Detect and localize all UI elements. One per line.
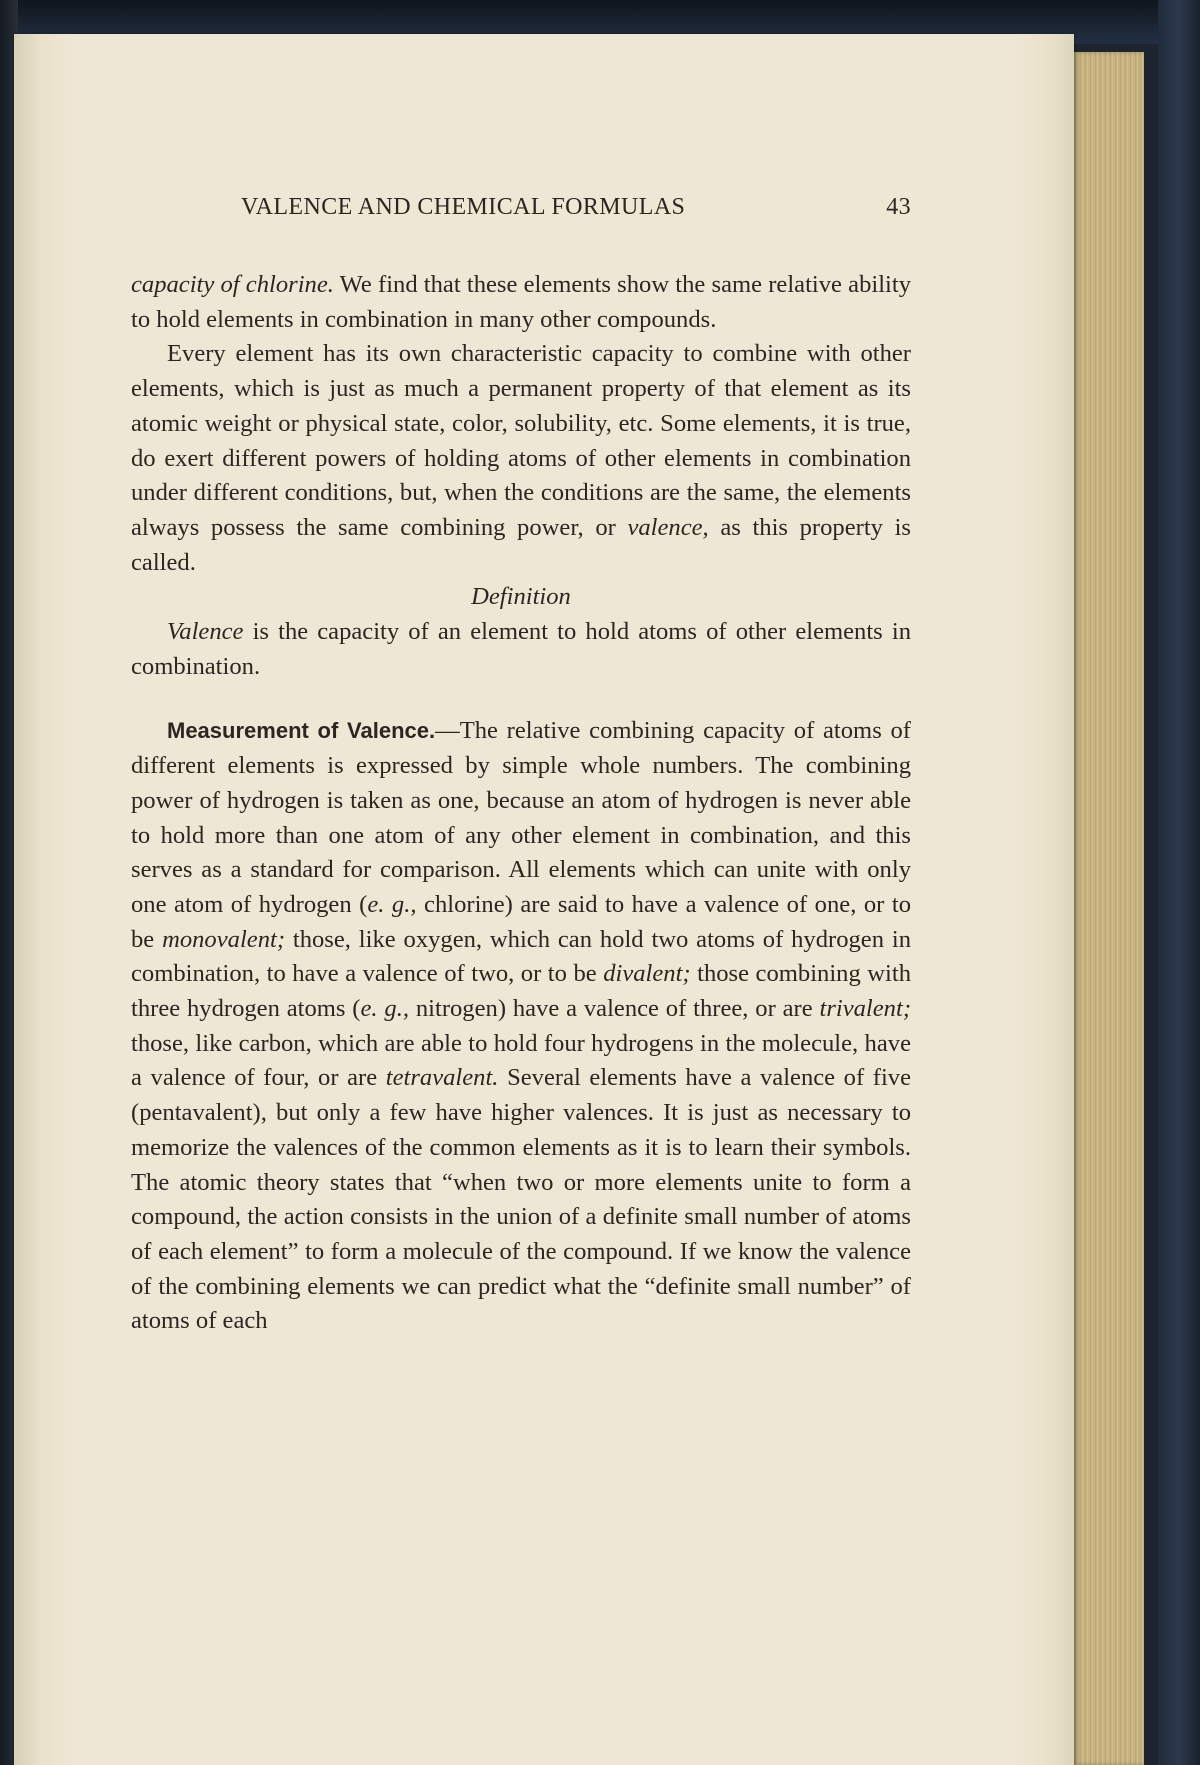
paragraph-1-italic: capacity of chlorine.	[131, 271, 334, 298]
paragraph-4-text-c: those, like oxygen, which can hold two atoms of hydrogen in combination, to have a valence of two, or to be	[131, 925, 911, 988]
paragraph-4-italic-b: monovalent;	[162, 925, 286, 953]
paragraph-1-text: We find that these elements show the same relative ability to hold elements in combination in many other compounds.	[131, 271, 912, 333]
paragraph-4	[131, 714, 911, 1339]
paragraph-1	[131, 268, 911, 337]
paragraph-4-text-d: those combining with three hydrogen atoms (	[131, 960, 911, 1023]
paragraph-4-italic-c: divalent;	[603, 960, 691, 988]
paragraph-4-italic-d: e. g.,	[360, 995, 410, 1023]
paragraph-4-italic-f: tetravalent.	[385, 1064, 499, 1092]
section-gap	[131, 684, 911, 714]
paragraph-4-text-e: nitrogen) have a valence of three, or are	[409, 995, 820, 1023]
paragraph-4-italic-e: trivalent;	[819, 995, 912, 1023]
paragraph-2-italic: valence,	[627, 513, 709, 541]
paragraph-3-italic: Valence	[167, 618, 244, 646]
paragraph-4-text-g: Several elements have a valence of five (pentavalent), but only a few have higher valences. It is just as necessary to memorize the valences of the common elements as it is to learn their symbols. The atomic theory states that “when two or more elements unite to form a compound, the action consists in the union of a definite small number of atoms of each element” to form a molecule of the compound. If we know the valence of the combining elements we can predict what the “definite small number” of atoms of each	[131, 1064, 911, 1335]
page-body	[131, 268, 911, 1339]
paragraph-4-text-b: chlorine) are said to have a valence of one, or to be	[131, 890, 911, 953]
page-number: 43	[886, 194, 911, 220]
paragraph-4-text-f: those, like carbon, which are able to hold four hydrogens in the molecule, have a valence of four, or are	[131, 1029, 911, 1092]
paragraph-2	[131, 337, 911, 580]
page-block-edges	[1074, 52, 1144, 1765]
definition-heading: Definition	[471, 583, 571, 611]
paragraph-2-text-a: Every element has its own characteristic capacity to combine with other elements, which is just as much a permanent property of that element as its atomic weight or physical state, color, solubility, etc. Some elements, it is true, do exert different powers of holding atoms of other elements in combination under different conditions, but, when the conditions are the same, the elements always possess the same combining power, or	[131, 340, 911, 541]
running-head-title: VALENCE AND CHEMICAL FORMULAS	[241, 194, 686, 220]
paragraph-3-definition	[131, 615, 911, 684]
paragraph-4-italic-a: e. g.,	[367, 890, 417, 918]
section-heading-measurement-of-valence: Measurement of Valence.	[167, 718, 436, 744]
paragraph-4-text-a: —The relative combining capacity of atoms of different elements is expressed by simple whole numbers. The combining power of hydrogen is taken as one, because an atom of hydrogen is never able to hold more than one atom of any other element in combination, and this serves as a standard for comparison. All elements which can unite with only one atom of hydrogen (	[131, 717, 911, 918]
book-page	[14, 34, 1074, 1765]
book-cover-right-edge	[1158, 0, 1200, 1765]
paragraph-3-text: is the capacity of an element to hold atoms of other elements in combination.	[131, 618, 911, 680]
paragraph-2-text-b: as this property is called.	[131, 513, 911, 576]
running-head	[131, 194, 911, 234]
